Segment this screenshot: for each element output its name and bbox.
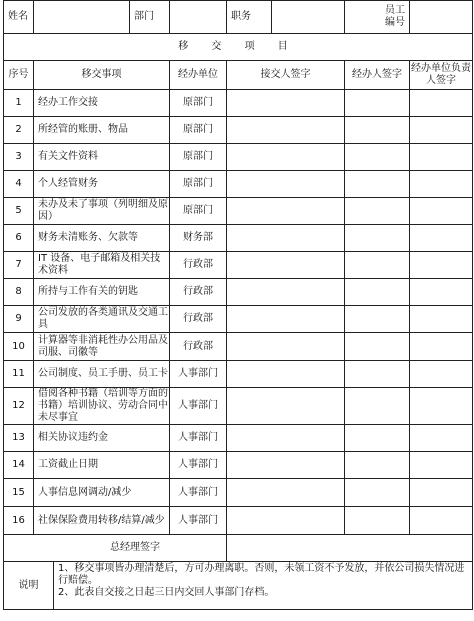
- table-row: [4, 479, 473, 507]
- col-unit-head-sign: 经办单位负责人签字: [410, 61, 473, 90]
- col-item: 移交事项: [34, 61, 170, 90]
- table-row: [4, 452, 473, 479]
- handler-sign-cell[interactable]: [345, 452, 410, 479]
- row-no: 2: [4, 117, 34, 144]
- title-label: 职务: [227, 1, 272, 34]
- table-row: [4, 117, 473, 144]
- unit-head-sign-cell[interactable]: [410, 144, 473, 171]
- receiver-sign-cell[interactable]: [227, 117, 345, 144]
- table-row: [4, 90, 473, 117]
- unit-head-sign-cell[interactable]: [410, 198, 473, 225]
- table-row: [4, 198, 473, 225]
- handler-sign-cell[interactable]: [345, 225, 410, 252]
- handler-sign-cell[interactable]: [345, 279, 410, 306]
- unit-head-sign-cell[interactable]: [410, 171, 473, 198]
- empno-label: 员工编号: [345, 1, 410, 34]
- row-item: 未办及未了事项（列明细及原因）: [34, 198, 170, 225]
- name-label: 姓名: [4, 1, 34, 34]
- empno-field[interactable]: [410, 1, 473, 34]
- row-no: 15: [4, 479, 34, 507]
- row-unit: 原部门: [170, 171, 227, 198]
- receiver-sign-cell[interactable]: [227, 507, 345, 535]
- row-no: 8: [4, 279, 34, 306]
- unit-head-sign-cell[interactable]: [410, 252, 473, 279]
- handler-sign-cell[interactable]: [345, 90, 410, 117]
- row-no: 6: [4, 225, 34, 252]
- unit-head-sign-cell[interactable]: [410, 388, 473, 425]
- row-unit: 行政部: [170, 279, 227, 306]
- handler-sign-cell[interactable]: [345, 117, 410, 144]
- row-no: 10: [4, 333, 34, 361]
- row-unit: 行政部: [170, 252, 227, 279]
- row-unit: 财务部: [170, 225, 227, 252]
- row-no: 12: [4, 388, 34, 425]
- handler-sign-cell[interactable]: [345, 198, 410, 225]
- row-item: 所经管的账册、物品: [34, 117, 170, 144]
- handler-sign-cell[interactable]: [345, 361, 410, 388]
- receiver-sign-cell[interactable]: [227, 479, 345, 507]
- receiver-sign-cell[interactable]: [227, 361, 345, 388]
- table-row: [4, 388, 473, 425]
- receiver-sign-cell[interactable]: [227, 252, 345, 279]
- table-row: [4, 279, 473, 306]
- row-no: 14: [4, 452, 34, 479]
- row-unit: 人事部门: [170, 479, 227, 507]
- table-row: [4, 144, 473, 171]
- row-unit: 人事部门: [170, 425, 227, 452]
- notes-row: [4, 562, 473, 610]
- handler-sign-cell[interactable]: [345, 333, 410, 361]
- table-row: [4, 507, 473, 535]
- receiver-sign-cell[interactable]: [227, 198, 345, 225]
- row-unit: 行政部: [170, 333, 227, 361]
- dept-label: 部门: [130, 1, 170, 34]
- handler-sign-cell[interactable]: [345, 252, 410, 279]
- handover-form: [3, 0, 472, 619]
- row-item: 社保保险费用转移/结算/减少: [34, 507, 170, 535]
- unit-head-sign-cell[interactable]: [410, 90, 473, 117]
- row-item: 工资截止日期: [34, 452, 170, 479]
- table-row: [4, 171, 473, 198]
- handler-sign-cell[interactable]: [345, 306, 410, 333]
- receiver-sign-cell[interactable]: [227, 279, 345, 306]
- handler-sign-cell[interactable]: [345, 144, 410, 171]
- handler-sign-cell[interactable]: [345, 171, 410, 198]
- table-row: [4, 252, 473, 279]
- gm-sign-label: 总经理签字: [4, 535, 227, 562]
- row-no: 13: [4, 425, 34, 452]
- unit-head-sign-cell[interactable]: [410, 225, 473, 252]
- notes-text: [54, 562, 473, 610]
- handler-sign-cell[interactable]: [345, 507, 410, 535]
- note-line-2: 2、此表自交接之日起三日内交回人事部门存档。: [58, 587, 275, 598]
- handler-sign-cell[interactable]: [345, 388, 410, 425]
- row-unit: 原部门: [170, 144, 227, 171]
- row-unit: 人事部门: [170, 507, 227, 535]
- col-unit: 经办单位: [170, 61, 227, 90]
- table-row: [4, 306, 473, 333]
- unit-head-sign-cell[interactable]: [410, 452, 473, 479]
- row-item: 计算器等非消耗性办公用品及司服、司徽等: [34, 333, 170, 361]
- receiver-sign-cell[interactable]: [227, 144, 345, 171]
- row-item: IT 设备、电子邮箱及相关技术资料: [34, 252, 170, 279]
- gm-sign-field[interactable]: [227, 535, 473, 562]
- row-item: 有关文件资料: [34, 144, 170, 171]
- receiver-sign-cell[interactable]: [227, 171, 345, 198]
- table-row: [4, 225, 473, 252]
- receiver-sign-cell[interactable]: [227, 225, 345, 252]
- row-no: 4: [4, 171, 34, 198]
- title-field[interactable]: [272, 1, 345, 34]
- col-no: 序号: [4, 61, 34, 90]
- unit-head-sign-cell[interactable]: [410, 361, 473, 388]
- receiver-sign-cell[interactable]: [227, 452, 345, 479]
- row-item: 个人经管财务: [34, 171, 170, 198]
- row-no: 1: [4, 90, 34, 117]
- row-unit: 行政部: [170, 306, 227, 333]
- row-no: 3: [4, 144, 34, 171]
- table-row: [4, 361, 473, 388]
- column-header-row: [4, 61, 473, 90]
- receiver-sign-cell[interactable]: [227, 425, 345, 452]
- notes-label: 说明: [4, 562, 54, 610]
- unit-head-sign-cell[interactable]: [410, 117, 473, 144]
- receiver-sign-cell[interactable]: [227, 90, 345, 117]
- handler-sign-cell[interactable]: [345, 479, 410, 507]
- row-item: 经办工作交接: [34, 90, 170, 117]
- row-item: 公司制度、员工手册、员工卡: [34, 361, 170, 388]
- row-unit: 人事部门: [170, 388, 227, 425]
- row-unit: 原部门: [170, 90, 227, 117]
- unit-head-sign-cell[interactable]: [410, 479, 473, 507]
- row-no: 16: [4, 507, 34, 535]
- row-unit: 原部门: [170, 117, 227, 144]
- section-title: 移 交 项 目: [4, 34, 473, 61]
- row-unit: 人事部门: [170, 452, 227, 479]
- table-row: [4, 425, 473, 452]
- row-no: 5: [4, 198, 34, 225]
- row-no: 11: [4, 361, 34, 388]
- row-item: 人事信息网调动/减少: [34, 479, 170, 507]
- receiver-sign-cell[interactable]: [227, 333, 345, 361]
- row-no: 9: [4, 306, 34, 333]
- row-item: 公司发放的各类通讯及交通工具: [34, 306, 170, 333]
- employee-info-row: [4, 1, 473, 34]
- unit-head-sign-cell[interactable]: [410, 507, 473, 535]
- col-handler-sign: 经办人签字: [345, 61, 410, 90]
- row-unit: 人事部门: [170, 361, 227, 388]
- row-item: 所持与工作有关的钥匙: [34, 279, 170, 306]
- row-unit: 原部门: [170, 198, 227, 225]
- handover-table: [3, 0, 473, 610]
- note-line-1: 1、移交事项皆办理清楚后，方可办理离职。否则，未领工资不予发放，并依公司损失情况进行赔偿。: [58, 563, 465, 586]
- receiver-sign-cell[interactable]: [227, 388, 345, 425]
- row-item: 财务未清账务、欠款等: [34, 225, 170, 252]
- row-item: 相关协议违约金: [34, 425, 170, 452]
- unit-head-sign-cell[interactable]: [410, 333, 473, 361]
- unit-head-sign-cell[interactable]: [410, 279, 473, 306]
- unit-head-sign-cell[interactable]: [410, 425, 473, 452]
- row-no: 7: [4, 252, 34, 279]
- gm-sign-row: [4, 535, 473, 562]
- handler-sign-cell[interactable]: [345, 425, 410, 452]
- section-title-row: [4, 34, 473, 61]
- receiver-sign-cell[interactable]: [227, 306, 345, 333]
- row-item: 借阅各种书籍（培训等方面的书籍）培训协议、劳动合同中未尽事宜: [34, 388, 170, 425]
- col-receiver-sign: 接交人签字: [227, 61, 345, 90]
- name-field[interactable]: [34, 1, 130, 34]
- table-row: [4, 333, 473, 361]
- dept-field[interactable]: [170, 1, 227, 34]
- unit-head-sign-cell[interactable]: [410, 306, 473, 333]
